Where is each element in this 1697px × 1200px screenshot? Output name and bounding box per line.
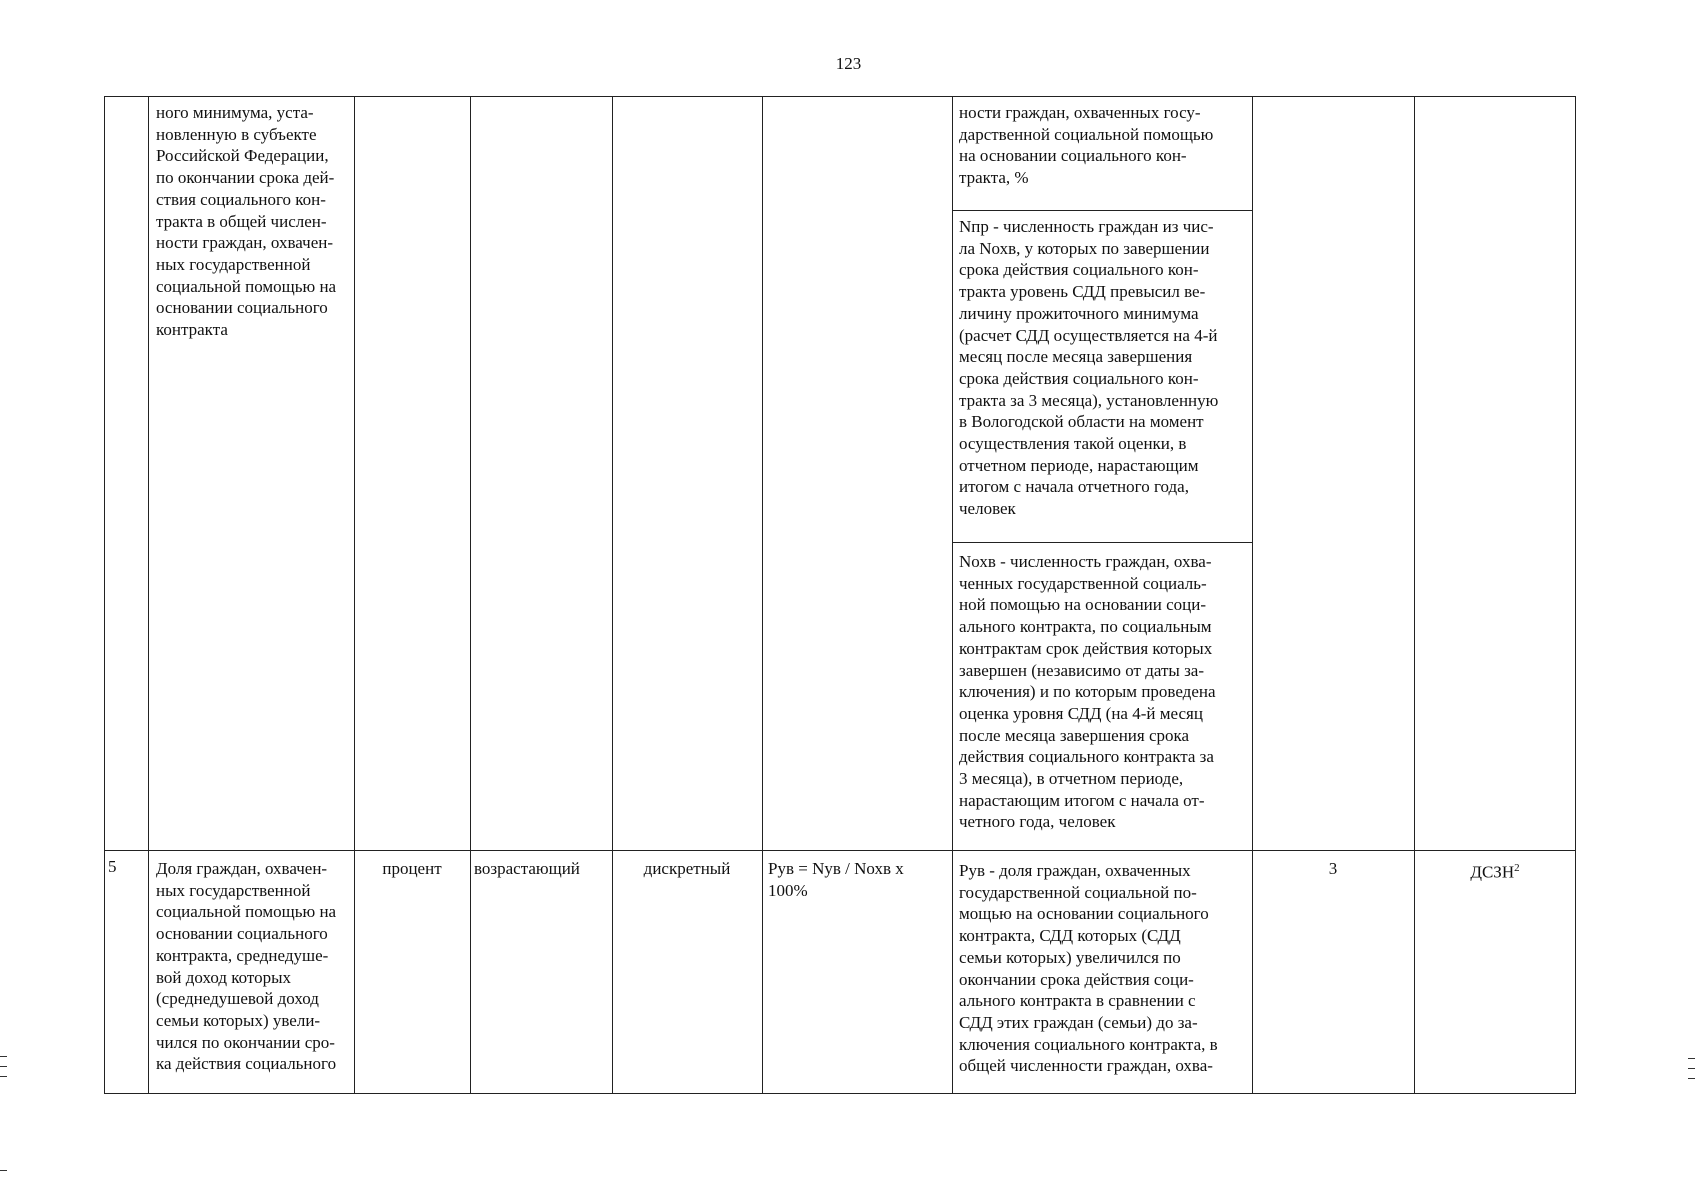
scan-mark (1688, 1068, 1695, 1069)
scan-mark (0, 1056, 7, 1057)
scan-mark (1688, 1078, 1695, 1079)
table-divider (612, 96, 613, 1094)
scan-mark (0, 1066, 7, 1067)
method-cell: 3 (1328, 859, 1338, 878)
page-number: 123 (835, 54, 862, 73)
trend-cell: возрастающий (474, 859, 580, 878)
table-divider (1414, 96, 1415, 1094)
table-border-left (104, 96, 105, 1094)
unit-cell: процент (382, 859, 442, 878)
scan-mark (0, 1076, 7, 1077)
responsible-cell (1416, 858, 1574, 883)
table-divider (354, 96, 355, 1094)
table-border-top (104, 96, 1576, 97)
indicator-table (104, 96, 1576, 1094)
table-border-right (1575, 96, 1576, 1094)
subcell-divider (952, 210, 1252, 211)
definition-block: ности граждан, охваченных госу- дарственной социальной помощью на основании социального кон- тракта, % (959, 103, 1214, 188)
indicator-name: Доля граждан, охвачен- ных государственной социальной помощью на основании социального контракта, среднедуше- вой доход которых (среднедушевой доход семьи которых) увели- чился по окончании сро- ка действия социального (156, 859, 337, 1074)
table-divider (470, 96, 471, 1094)
row-divider (104, 850, 1576, 851)
subcell-divider (952, 542, 1252, 543)
table-divider (952, 96, 953, 1094)
footnote-marker: 2 (1514, 862, 1520, 874)
definition-block: Nохв - численность граждан, охва- ченных государственной социаль- ной помощью на основании соци- ального контракта, по социальным контрактам срок действия которых завершен (независимо от даты за- ключения) и по которым проведена оценка уровня СДД (на 4-й месяц после месяца завершения срока действия социального контракта за 3 месяца), в отчетном периоде, нарастающим итогом с начала от- четного года, человек (959, 552, 1216, 832)
scan-mark (0, 1170, 7, 1171)
table-border-bottom (104, 1093, 1576, 1094)
table-divider (762, 96, 763, 1094)
scan-mark (1688, 1058, 1695, 1059)
table-divider (148, 96, 149, 1094)
formula-cell: Pув = Nув / Nохв x 100% (768, 859, 904, 900)
definition-block: Nпр - численность граждан из чис- ла Nохв, у которых по завершении срока действия социального кон- тракта уровень СДД превысил ве- личину прожиточного минимума (расчет СДД осуществляется на 4-й месяц после месяца завершения срока действия социального кон- тракта за 3 месяца), установленную в Вологодской области на момент осуществления такой оценки, в отчетном периоде, нарастающим итогом с начала отчетного года, человек (959, 217, 1219, 519)
definition-block: Pув - доля граждан, охваченных государственной социальной по- мощью на основании социального контракта, СДД которых (СДД семьи которых) увеличился по окончании срока действия соци- ального контракта в сравнении с СДД этих граждан (семьи) до за- ключения социального контракта, в общей численности граждан, охва- (959, 861, 1218, 1076)
responsible-label: ДСЗН (1470, 862, 1515, 882)
type-cell: дискретный (643, 859, 731, 878)
row-number: 5 (108, 857, 117, 876)
table-divider (1252, 96, 1253, 1094)
indicator-name-continued: ного минимума, уста- новленную в субъекте Российской Федерации, по окончании срока дей- ствия социального кон- тракта в общей числен- ности граждан, охвачен- ных государственной социальной помощью на основании социального контракта (156, 103, 337, 340)
